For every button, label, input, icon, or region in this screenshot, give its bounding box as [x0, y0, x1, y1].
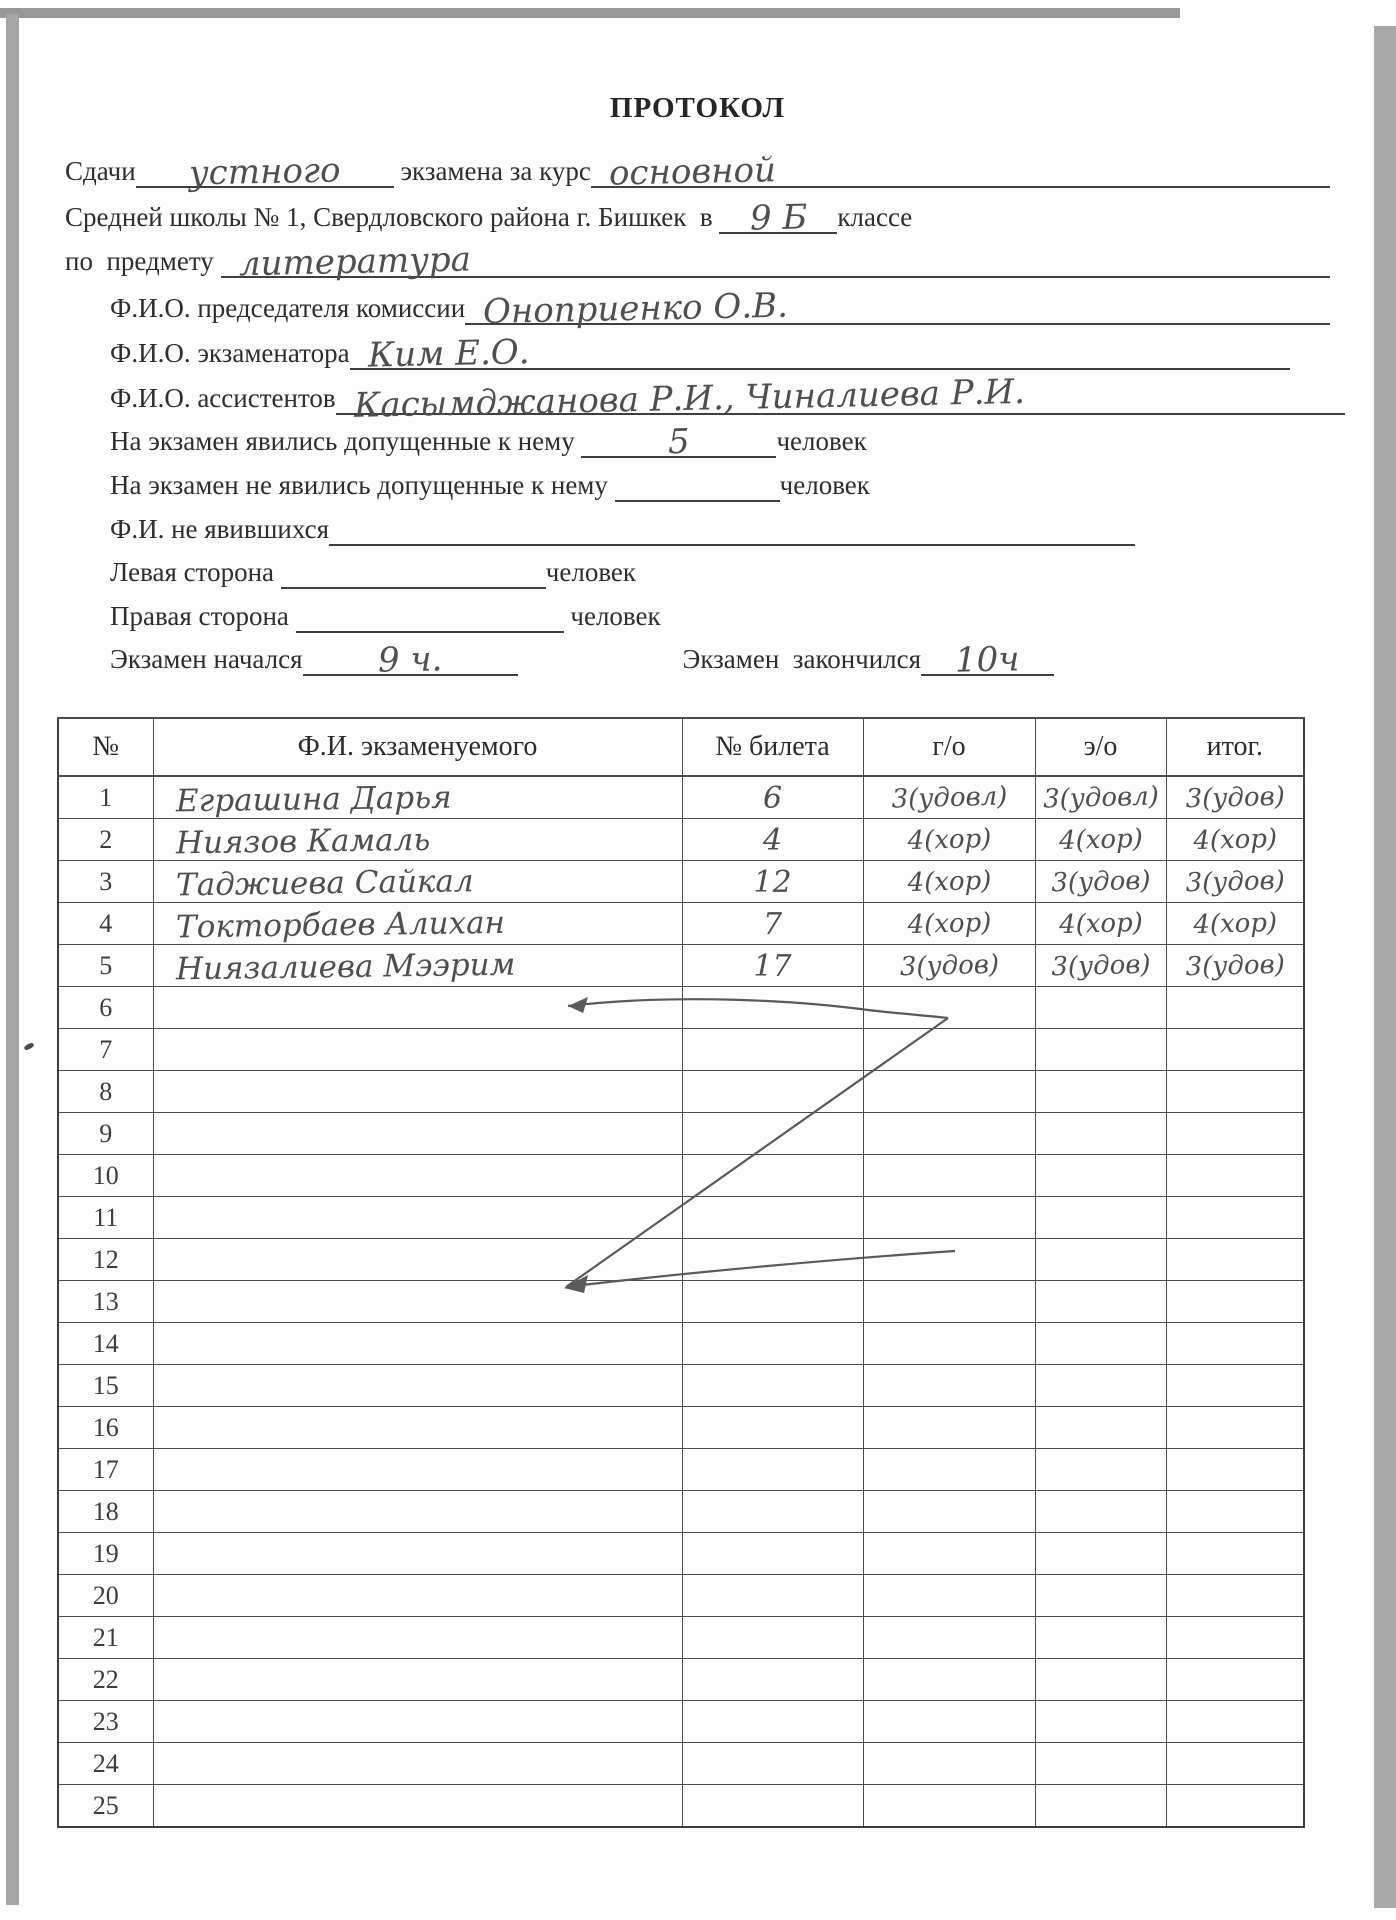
table-row — [58, 1197, 1304, 1239]
table-row — [58, 1617, 1304, 1659]
cell-go — [863, 1281, 1035, 1323]
cell-ticket — [682, 1491, 863, 1533]
cell-go — [863, 1617, 1035, 1659]
handwritten-examiner: Ким Е.О. — [367, 332, 530, 376]
table-row — [58, 1701, 1304, 1743]
field-subject — [221, 239, 1330, 285]
cell-go: 4(хор) — [863, 819, 1035, 861]
cell-eo: 4(хор) — [1035, 903, 1166, 945]
cell-total: 4(хор) — [1166, 819, 1304, 861]
cell-eo — [1035, 1743, 1166, 1785]
table-row — [58, 1281, 1304, 1323]
cell-num: 11 — [58, 1197, 153, 1239]
cell-name: Еграшина Дарья — [153, 776, 682, 819]
cell-total — [1166, 1659, 1304, 1701]
label-absent: На экзамен не явились допущенные к нему — [110, 470, 615, 500]
cell-num: 22 — [58, 1659, 153, 1701]
label-sdachi: Сдачи — [65, 156, 136, 186]
cell-eo — [1035, 1197, 1166, 1239]
cell-eo: 3(удов) — [1035, 945, 1166, 987]
cell-eo — [1035, 1617, 1166, 1659]
table-row — [58, 1491, 1304, 1533]
cell-total: 4(хор) — [1166, 903, 1304, 945]
form-line-examiner — [110, 332, 1290, 376]
form-line-assistants — [110, 371, 1345, 426]
cell-total: 3(удов) — [1166, 861, 1304, 903]
cell-total — [1166, 987, 1304, 1029]
field-assistants — [336, 371, 1345, 426]
cell-eo — [1035, 1407, 1166, 1449]
cell-num: 21 — [58, 1617, 153, 1659]
cell-ticket — [682, 1743, 863, 1785]
field-absent-names — [329, 544, 1135, 546]
page-title: ПРОТОКОЛ — [609, 92, 786, 124]
exam-results-table — [57, 717, 1305, 1828]
field-class — [719, 197, 837, 239]
cell-num: 7 — [58, 1029, 153, 1071]
label-exam-course: экзамена за курс — [393, 156, 591, 186]
cell-total — [1166, 1407, 1304, 1449]
form-line-subject — [65, 239, 1330, 285]
cell-total — [1166, 1029, 1304, 1071]
cell-name — [153, 1071, 682, 1113]
cell-ticket — [682, 1113, 863, 1155]
cell-ticket: 7 — [682, 903, 863, 945]
cell-go — [863, 987, 1035, 1029]
cell-num: 16 — [58, 1407, 153, 1449]
label-left-side-suffix: человек — [545, 557, 637, 587]
handwritten-assistants: Касымджанова Р.И., Чиналиева Р.И. — [353, 371, 1025, 426]
cell-total — [1166, 1239, 1304, 1281]
cell-go — [863, 1071, 1035, 1113]
cell-eo: 3(удовл) — [1035, 776, 1166, 819]
handwritten-end-time: 10ч — [954, 639, 1021, 681]
table-row — [58, 987, 1304, 1029]
table-row — [58, 1407, 1304, 1449]
cell-total: 3(удов) — [1166, 945, 1304, 987]
field-chairman — [465, 285, 1330, 332]
label-school: Средней школы № 1, Свердловского района г. Бишкек в — [65, 202, 720, 232]
cell-ticket — [682, 987, 863, 1029]
cell-total — [1166, 1575, 1304, 1617]
cell-go — [863, 1659, 1035, 1701]
cell-go — [863, 1533, 1035, 1575]
cell-total — [1166, 1113, 1304, 1155]
cell-name — [153, 1743, 682, 1785]
table-row — [58, 776, 1304, 819]
cell-num: 3 — [58, 861, 153, 903]
cell-total — [1166, 1071, 1304, 1113]
cell-num: 2 — [58, 819, 153, 861]
cell-num: 9 — [58, 1113, 153, 1155]
cell-eo: 4(хор) — [1035, 819, 1166, 861]
cell-ticket — [682, 1785, 863, 1828]
handwritten-class: 9 Б — [749, 197, 808, 239]
cell-go — [863, 1197, 1035, 1239]
cell-name — [153, 1659, 682, 1701]
cell-eo — [1035, 1785, 1166, 1828]
cell-go — [863, 1743, 1035, 1785]
cell-name — [153, 1575, 682, 1617]
header-go-grade: г/о — [863, 718, 1035, 776]
label-absent-names: Ф.И. не явившихся — [110, 514, 329, 544]
table-row — [58, 903, 1304, 945]
stray-pen-mark — [23, 1042, 34, 1051]
scan-edge-top — [0, 8, 1180, 18]
cell-eo — [1035, 1365, 1166, 1407]
cell-eo — [1035, 1575, 1166, 1617]
cell-ticket — [682, 1071, 863, 1113]
cell-go — [863, 1155, 1035, 1197]
handwritten-chairman: Оноприенко О.В. — [482, 285, 789, 332]
cell-eo: 3(удов) — [1035, 861, 1166, 903]
cell-name — [153, 1449, 682, 1491]
cell-num: 15 — [58, 1365, 153, 1407]
cell-total — [1166, 1155, 1304, 1197]
cell-num: 4 — [58, 903, 153, 945]
cell-total — [1166, 1281, 1304, 1323]
cell-num: 19 — [58, 1533, 153, 1575]
form-line-exam-type — [65, 149, 1330, 194]
label-right-side: Правая сторона — [110, 601, 296, 631]
field-exam-ended — [921, 639, 1054, 681]
cell-go: 4(хор) — [863, 903, 1035, 945]
cell-eo — [1035, 1533, 1166, 1575]
cell-name — [153, 1155, 682, 1197]
label-right-side-suffix: человек — [563, 601, 661, 631]
cell-ticket — [682, 1029, 863, 1071]
cell-name — [153, 1491, 682, 1533]
cell-total — [1166, 1197, 1304, 1239]
cell-go — [863, 1491, 1035, 1533]
cell-go — [863, 1239, 1035, 1281]
cell-ticket — [682, 1323, 863, 1365]
label-exam-ended: Экзамен закончился — [682, 644, 922, 674]
handwritten-subject: литература — [238, 239, 471, 285]
cell-name: Токторбаев Алихан — [153, 903, 682, 945]
scan-edge-left — [6, 14, 19, 1905]
label-examiner: Ф.И.О. экзаменатора — [110, 338, 350, 368]
cell-eo — [1035, 1491, 1166, 1533]
header-ticket-number: № билета — [682, 718, 863, 776]
cell-num: 14 — [58, 1323, 153, 1365]
cell-go — [863, 1365, 1035, 1407]
field-present-count — [581, 421, 776, 463]
table-row — [58, 861, 1304, 903]
cell-num: 25 — [58, 1785, 153, 1828]
cell-num: 10 — [58, 1155, 153, 1197]
header-number: № — [58, 718, 153, 776]
cell-ticket: 12 — [682, 861, 863, 903]
header-student-name: Ф.И. экзаменуемого — [153, 718, 682, 776]
form-line-chairman — [110, 285, 1330, 332]
cell-num: 20 — [58, 1575, 153, 1617]
label-chairman: Ф.И.О. председателя комиссии — [110, 293, 466, 323]
field-exam-type — [136, 150, 394, 194]
cell-ticket — [682, 1575, 863, 1617]
cell-ticket — [682, 1449, 863, 1491]
table-row — [58, 1365, 1304, 1407]
table-header-row — [58, 718, 1304, 776]
cell-name: Ниязалиева Мээрим — [153, 945, 682, 987]
table-row — [58, 1155, 1304, 1197]
cell-total — [1166, 1449, 1304, 1491]
cell-name — [153, 987, 682, 1029]
cell-num: 24 — [58, 1743, 153, 1785]
table-row — [58, 1113, 1304, 1155]
cell-name — [153, 1197, 682, 1239]
cell-num: 6 — [58, 987, 153, 1029]
cell-go — [863, 1701, 1035, 1743]
table-row — [58, 1743, 1304, 1785]
cell-go — [863, 1575, 1035, 1617]
cell-total — [1166, 1365, 1304, 1407]
cell-eo — [1035, 1449, 1166, 1491]
cell-name: Ниязов Камаль — [153, 819, 682, 861]
cell-go: 3(удовл) — [863, 776, 1035, 819]
handwritten-present-count: 5 — [667, 421, 691, 463]
cell-total — [1166, 1701, 1304, 1743]
cell-eo — [1035, 1323, 1166, 1365]
cell-total — [1166, 1785, 1304, 1828]
cell-ticket — [682, 1701, 863, 1743]
scan-edge-right — [1374, 26, 1396, 1908]
table-row — [58, 1533, 1304, 1575]
table-row — [58, 1785, 1304, 1828]
cell-total — [1166, 1533, 1304, 1575]
cell-ticket: 6 — [682, 776, 863, 819]
cell-go — [863, 1113, 1035, 1155]
table-row — [58, 1449, 1304, 1491]
cell-total: 3(удов) — [1166, 776, 1304, 819]
cell-name — [153, 1407, 682, 1449]
cell-go: 4(хор) — [863, 861, 1035, 903]
cell-go — [863, 1785, 1035, 1828]
table-row — [58, 1323, 1304, 1365]
cell-num: 5 — [58, 945, 153, 987]
cell-num: 17 — [58, 1449, 153, 1491]
cell-num: 23 — [58, 1701, 153, 1743]
cell-name — [153, 1113, 682, 1155]
field-examiner — [350, 332, 1290, 376]
label-exam-started: Экзамен начался — [110, 644, 303, 674]
header-eo-grade: э/о — [1035, 718, 1166, 776]
cell-eo — [1035, 987, 1166, 1029]
cell-name — [153, 1533, 682, 1575]
form-line-right-side — [110, 595, 810, 633]
label-present: На экзамен явились допущенные к нему — [110, 426, 582, 456]
cell-name: Таджиева Сайкал — [153, 861, 682, 903]
cell-ticket — [682, 1239, 863, 1281]
form-line-absent-names — [110, 508, 1135, 546]
cell-ticket: 17 — [682, 945, 863, 987]
cell-eo — [1035, 1071, 1166, 1113]
table-row — [58, 819, 1304, 861]
form-line-absent — [110, 464, 1110, 502]
cell-name — [153, 1617, 682, 1659]
label-absent-suffix: человек — [779, 470, 870, 500]
form-line-times — [110, 638, 1175, 681]
handwritten-exam-type: устного — [188, 150, 341, 194]
table-row — [58, 1575, 1304, 1617]
cell-name — [153, 1239, 682, 1281]
cell-name — [153, 1323, 682, 1365]
label-assistants: Ф.И.О. ассистентов — [110, 383, 336, 413]
cell-num: 13 — [58, 1281, 153, 1323]
cell-ticket — [682, 1197, 863, 1239]
cell-num: 8 — [58, 1071, 153, 1113]
cell-name — [153, 1785, 682, 1828]
cell-ticket — [682, 1407, 863, 1449]
cell-eo — [1035, 1701, 1166, 1743]
cell-go — [863, 1449, 1035, 1491]
cell-eo — [1035, 1281, 1166, 1323]
label-present-suffix: человек — [776, 426, 867, 456]
label-subject: по предмету — [65, 246, 221, 276]
cell-eo — [1035, 1239, 1166, 1281]
table-row — [58, 1239, 1304, 1281]
cell-eo — [1035, 1659, 1166, 1701]
label-left-side: Левая сторона — [110, 557, 281, 587]
cell-go — [863, 1407, 1035, 1449]
cell-name — [153, 1281, 682, 1323]
cell-ticket — [682, 1155, 863, 1197]
cell-name — [153, 1365, 682, 1407]
cell-total — [1166, 1491, 1304, 1533]
cell-num: 12 — [58, 1239, 153, 1281]
field-right-side — [296, 631, 564, 633]
handwritten-start-time: 9 ч. — [377, 639, 443, 681]
form-line-left-side — [110, 551, 810, 589]
cell-total — [1166, 1323, 1304, 1365]
cell-eo — [1035, 1113, 1166, 1155]
cell-ticket: 4 — [682, 819, 863, 861]
label-class: классе — [837, 202, 913, 232]
form-line-present — [110, 420, 1110, 463]
table-row — [58, 945, 1304, 987]
table-row — [58, 1029, 1304, 1071]
cell-total — [1166, 1743, 1304, 1785]
protocol-table-body — [58, 776, 1304, 1827]
cell-go — [863, 1323, 1035, 1365]
cell-eo — [1035, 1029, 1166, 1071]
cell-name — [153, 1701, 682, 1743]
cell-name — [153, 1029, 682, 1071]
cell-num: 18 — [58, 1491, 153, 1533]
header-total-grade: итог. — [1166, 718, 1304, 776]
cell-go — [863, 1029, 1035, 1071]
field-course — [591, 149, 1330, 194]
field-exam-started — [303, 639, 518, 681]
table-row — [58, 1659, 1304, 1701]
cell-ticket — [682, 1281, 863, 1323]
cell-eo — [1035, 1155, 1166, 1197]
table-row — [58, 1071, 1304, 1113]
handwritten-course: основной — [608, 149, 777, 194]
cell-ticket — [682, 1617, 863, 1659]
cell-total — [1166, 1617, 1304, 1659]
cell-ticket — [682, 1365, 863, 1407]
field-absent-count — [615, 500, 780, 502]
cell-go: 3(удов) — [863, 945, 1035, 987]
field-left-side — [281, 587, 546, 589]
cell-ticket — [682, 1659, 863, 1701]
cell-num: 1 — [58, 776, 153, 819]
cell-ticket — [682, 1533, 863, 1575]
form-line-school — [65, 196, 1330, 239]
